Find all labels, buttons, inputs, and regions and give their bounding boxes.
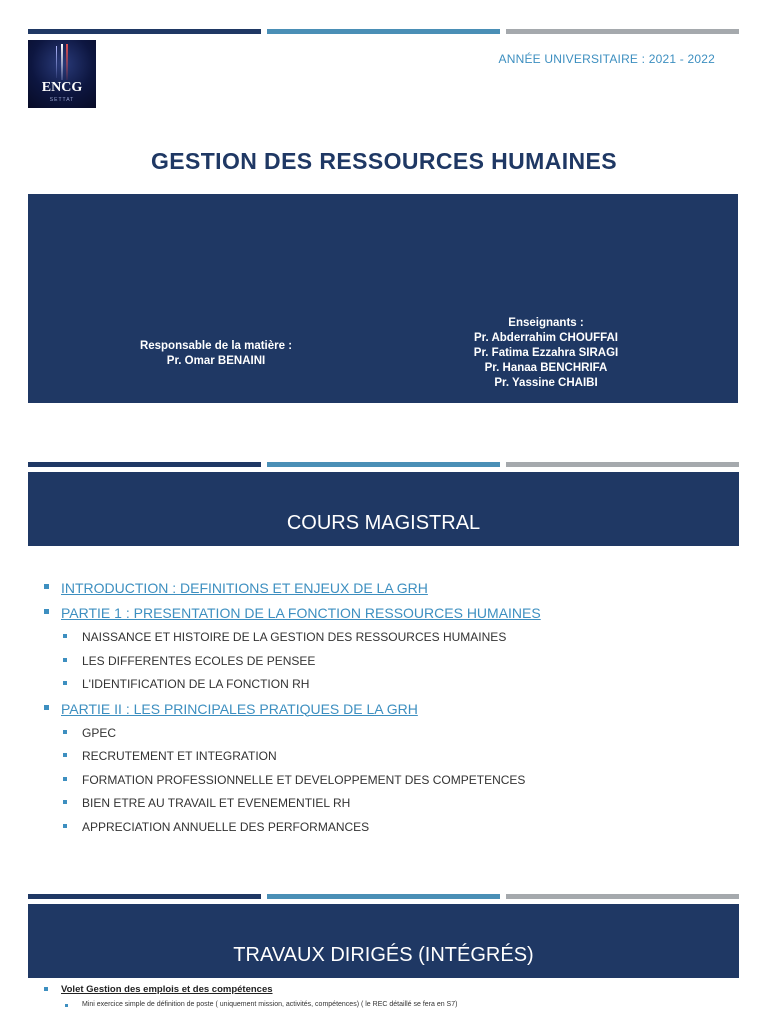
stripe-gray [506, 29, 739, 34]
outline-link-text[interactable]: PARTIE 1 : PRESENTATION DE LA FONCTION RESSOURCES HUMAINES [61, 605, 541, 621]
outline-subitem-text: FORMATION PROFESSIONNELLE ET DEVELOPPEMENT DES COMPETENCES [82, 772, 526, 787]
outline-link-introduction[interactable] [44, 580, 744, 605]
slide-title: COURS MAGISTRAL [286, 512, 481, 534]
bullet-icon [63, 681, 67, 685]
teacher-name: Pr. Fatima Ezzahra SIRAGI [473, 347, 619, 359]
outline-subitem-text: LES DIFFERENTES ECOLES DE PENSEE [82, 653, 316, 668]
stripe-blue [267, 462, 500, 467]
bullet-icon [63, 634, 67, 638]
bullet-icon [65, 1004, 68, 1007]
td-outline [44, 984, 744, 1013]
stripe-navy [28, 462, 261, 467]
teacher-name: Pr. Yassine CHAIBI [494, 377, 598, 389]
course-manager-label: Responsable de la matière : [139, 340, 293, 352]
slide-cours-magistral [0, 458, 768, 868]
academic-year: ANNÉE UNIVERSITAIRE : 2021 - 2022 [498, 52, 715, 66]
slide-title [0, 0, 768, 440]
bullet-icon [63, 824, 67, 828]
bullet-icon [44, 609, 49, 614]
stripe-navy [28, 29, 261, 34]
bullet-icon [44, 987, 48, 991]
course-manager-name: Pr. Omar BENAINI [166, 355, 266, 367]
outline-link-text[interactable]: PARTIE II : LES PRINCIPALES PRATIQUES DE LA GRH [61, 700, 418, 717]
slide-header [28, 472, 739, 546]
td-item-text: Volet Gestion des emplois et des compétences [61, 984, 273, 995]
outline-link-text[interactable]: INTRODUCTION : DEFINITIONS ET ENJEUX DE LA GRH [61, 580, 428, 596]
stripe-blue [267, 894, 500, 899]
logo-text: ENCG [41, 80, 83, 95]
outline-subitem-text: GPEC [82, 725, 117, 740]
teacher-name: Pr. Hanaa BENCHRIFA [484, 362, 608, 374]
instructors-box [28, 194, 738, 403]
outline-subitem-text: NAISSANCE ET HISTOIRE DE LA GESTION DES RESSOURCES HUMAINES [82, 630, 507, 644]
stripe-gray [506, 894, 739, 899]
bullet-icon [63, 753, 67, 757]
outline-subitem-text: RECRUTEMENT ET INTEGRATION [82, 749, 277, 763]
outline-subitem [44, 796, 744, 820]
teacher-name: Pr. Abderrahim CHOUFFAI [474, 332, 618, 344]
logo-subtext: SETTAT [49, 97, 75, 103]
td-item [44, 984, 744, 1001]
outline-subitem [44, 654, 744, 678]
slide-travaux-diriges [0, 890, 768, 1024]
outline-subitem [44, 677, 744, 701]
stripe-navy [28, 894, 261, 899]
outline-subitem [44, 749, 744, 773]
stripe-gray [506, 462, 739, 467]
course-title: GESTION DES RESSOURCES HUMAINES [150, 148, 618, 174]
outline-subitem-text: APPRECIATION ANNUELLE DES PERFORMANCES [82, 819, 370, 834]
bullet-icon [44, 584, 49, 589]
bullet-icon [44, 705, 49, 710]
outline-subitem [44, 773, 744, 797]
outline-link-partie-2[interactable] [44, 701, 744, 726]
td-subitem-text: Mini exercice simple de définition de poste ( uniquement mission, activités, compétences) ( le REC détaillé se fera en S7) [82, 1001, 458, 1008]
teachers-label: Enseignants : [508, 317, 584, 329]
td-subitem [44, 1001, 744, 1013]
outline-subitem-text: BIEN ETRE AU TRAVAIL ET EVENEMENTIEL RH [82, 796, 351, 810]
teachers [426, 316, 666, 391]
bullet-icon [63, 800, 67, 804]
outline-subitem-text: L'IDENTIFICATION DE LA FONCTION RH [82, 677, 310, 691]
course-manager [116, 339, 316, 369]
bullet-icon [63, 658, 67, 662]
outline-link-partie-1[interactable] [44, 605, 744, 630]
bullet-icon [63, 777, 67, 781]
bullet-icon [63, 730, 67, 734]
stripe-blue [267, 29, 500, 34]
outline-subitem [44, 630, 744, 654]
slide-header [28, 904, 739, 978]
slide-title: TRAVAUX DIRIGÉS (INTÉGRÉS) [233, 944, 534, 966]
outline-subitem [44, 820, 744, 844]
course-outline [44, 580, 744, 843]
outline-subitem [44, 726, 744, 750]
encg-logo [28, 40, 96, 108]
